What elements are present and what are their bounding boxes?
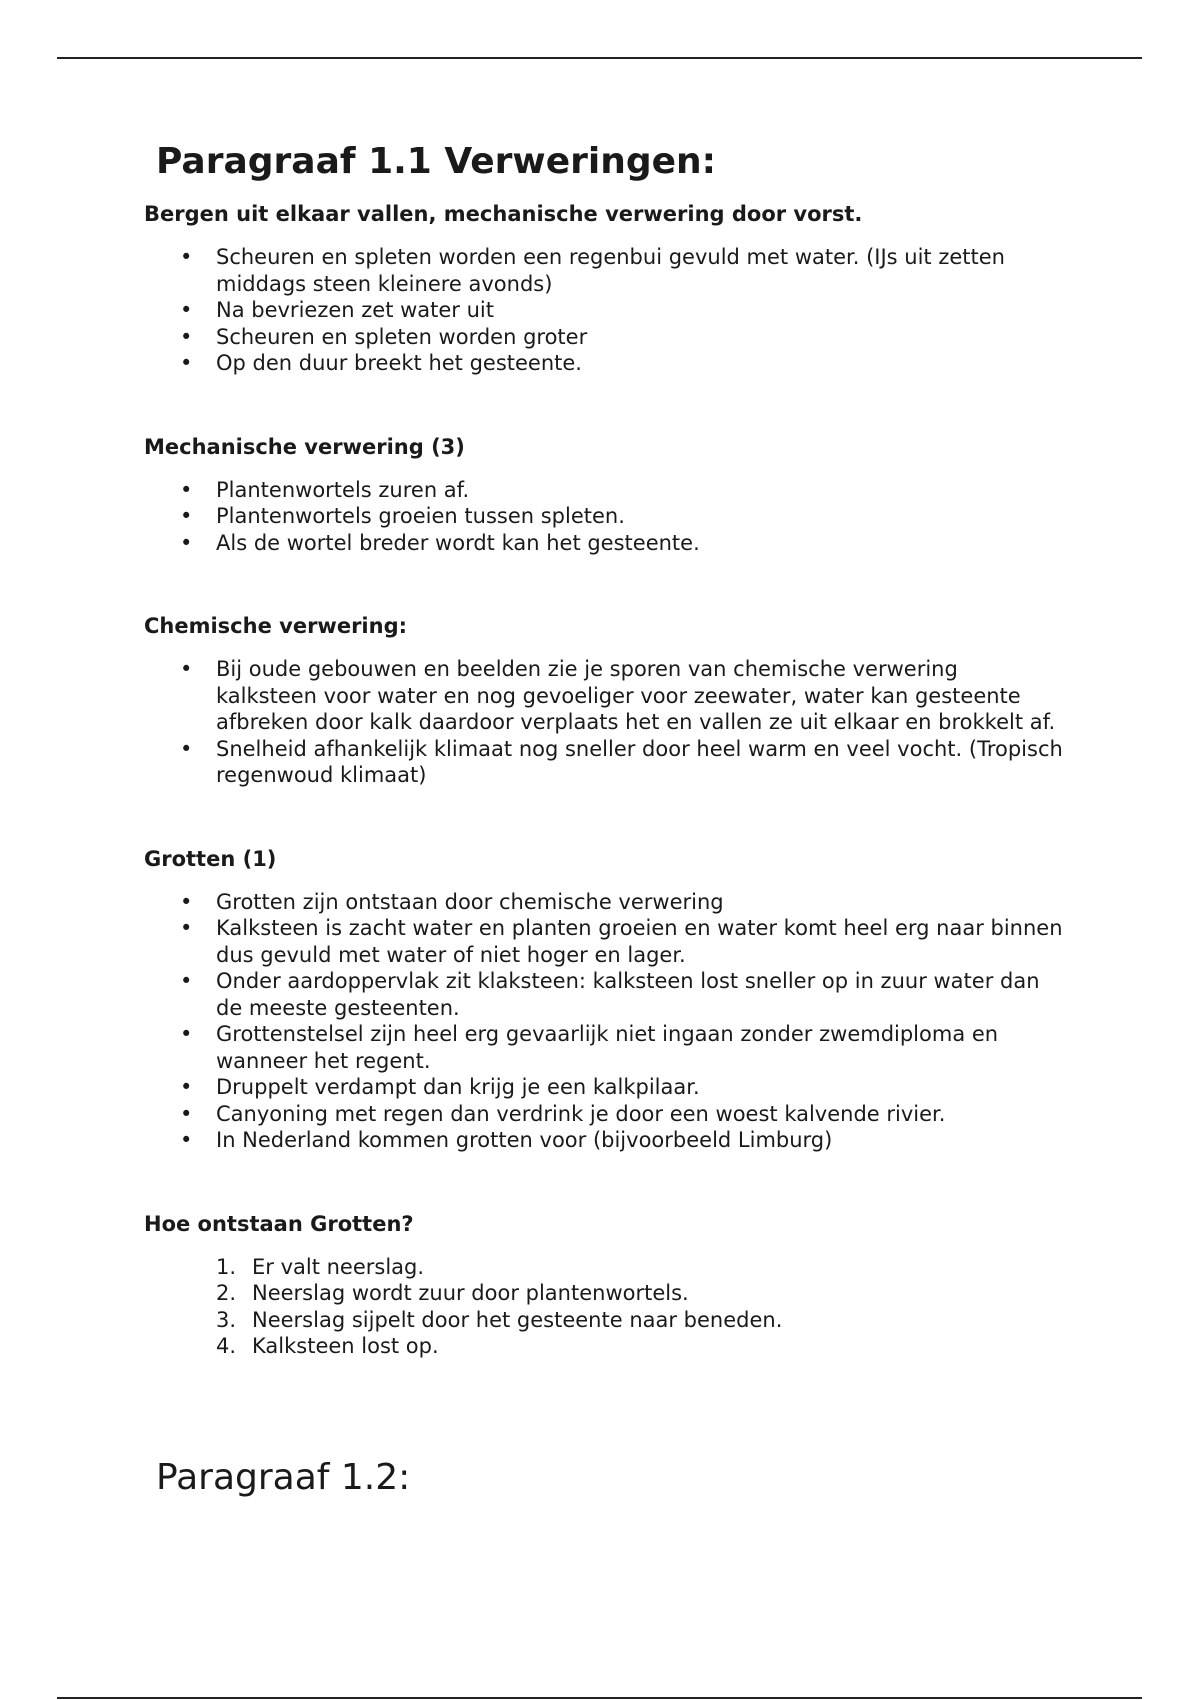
bullet-icon: • [180,969,193,993]
bullet-icon: • [180,1022,193,1046]
list-item [144,968,1064,1021]
list-item [144,1101,1064,1128]
section-title: Grotten (1) [144,846,277,871]
bullet-icon: • [180,1128,193,1152]
section-title: Hoe ontstaan Grotten? [144,1211,414,1236]
bullet-icon: • [180,889,193,914]
list-number: 1. [216,1254,237,1279]
list-item-text: Grottenstelsel zijn heel erg gevaarlijk niet ingaan zonder zwemdiploma en wanneer het regent. [216,1022,999,1073]
numbered-list [144,1254,1064,1360]
section-heading-1-2: Paragraaf 1.2: [156,1456,411,1498]
list-item [144,915,1064,968]
list-item-text: Na bevriezen zet water uit [216,298,494,322]
bullet-icon: • [180,298,193,322]
bullet-icon: • [180,477,193,502]
list-item-text: Plantenwortels zuren af. [216,477,470,502]
bullet-icon: • [180,504,193,528]
list-item [144,736,1064,789]
list-item [144,324,1064,351]
bullet-icon: • [180,1101,193,1126]
bullet-icon: • [180,736,193,761]
list-item-text: Neerslag sijpelt door het gesteente naar beneden. [252,1307,783,1332]
list-item [144,1280,1064,1307]
bottom-rule [57,1697,1142,1699]
list-item-text: Plantenwortels groeien tussen spleten. [216,504,625,528]
list-item [144,1074,1064,1101]
list-item-text: Op den duur breekt het gesteente. [216,351,582,375]
list-item [144,350,1064,377]
section-vorst [144,200,1064,377]
list-item-text: Kalksteen lost op. [252,1334,439,1358]
list-item [144,530,1064,557]
list-item [144,1254,1064,1281]
list-number: 3. [216,1307,237,1332]
list-item-text: Snelheid afhankelijk klimaat nog sneller door heel warm en veel vocht. (Tropisch regenwoud klimaat) [216,736,1063,787]
list-item-text: In Nederland kommen grotten voor (bijvoorbeeld Limburg) [216,1128,833,1152]
list-item [144,503,1064,530]
section-mechanische-verwering [144,433,1064,557]
bullet-icon: • [180,324,193,349]
list-item [144,656,1064,736]
bullet-icon: • [180,657,193,681]
bullet-list [144,656,1064,789]
section-title: Mechanische verwering (3) [144,434,465,459]
list-number: 4. [216,1334,237,1358]
list-item-text: Scheuren en spleten worden een regenbui gevuld met water. (IJs uit zetten middags steen kleinere avonds) [216,245,1005,296]
document-body [144,140,1064,1516]
list-item-text: Als de wortel breder wordt kan het gesteente. [216,530,700,555]
list-number: 2. [216,1281,237,1305]
list-item [144,477,1064,504]
list-item [144,1127,1064,1154]
list-item-text: Druppelt verdampt dan krijg je een kalkpilaar. [216,1075,700,1099]
list-item-text: Grotten zijn ontstaan door chemische verwering [216,889,724,914]
section-title: Bergen uit elkaar vallen, mechanische verwering door vorst. [144,202,863,226]
section-hoe-ontstaan-grotten [144,1210,1064,1360]
section-title: Chemische verwering: [144,614,408,638]
bullet-icon: • [180,1075,193,1099]
list-item [144,1333,1064,1360]
bullet-icon: • [180,351,193,375]
section-grotten [144,845,1064,1154]
list-item-text: Neerslag wordt zuur door plantenwortels. [252,1281,689,1305]
bullet-icon: • [180,245,193,269]
list-item [144,889,1064,916]
bullet-list [144,889,1064,1154]
list-item [144,244,1064,297]
list-item-text: Kalksteen is zacht water en planten groeien en water komt heel erg naar binnen dus gevuld met water of niet hoger en lager. [216,916,1063,967]
page-title: Paragraaf 1.1 Verweringen: [156,141,717,182]
list-item-text: Scheuren en spleten worden groter [216,324,588,349]
list-item [144,1307,1064,1334]
top-rule [57,57,1142,59]
list-item-text: Canyoning met regen dan verdrink je door een woest kalvende rivier. [216,1101,946,1126]
section-chemische-verwering [144,612,1064,789]
bullet-icon: • [180,530,193,555]
bullet-list [144,244,1064,377]
list-item [144,297,1064,324]
list-item [144,1021,1064,1074]
list-item-text: Bij oude gebouwen en beelden zie je sporen van chemische verwering kalksteen voor water en nog gevoeliger voor zeewater, water kan gesteente afbreken door kalk daardoor verplaats het en vallen ze uit elkaar en brokkelt af. [216,657,1056,734]
list-item-text: Onder aardoppervlak zit klaksteen: kalksteen lost sneller op in zuur water dan de meeste gesteenten. [216,969,1040,1020]
bullet-icon: • [180,916,193,940]
bullet-list [144,477,1064,557]
list-item-text: Er valt neerslag. [252,1254,425,1279]
